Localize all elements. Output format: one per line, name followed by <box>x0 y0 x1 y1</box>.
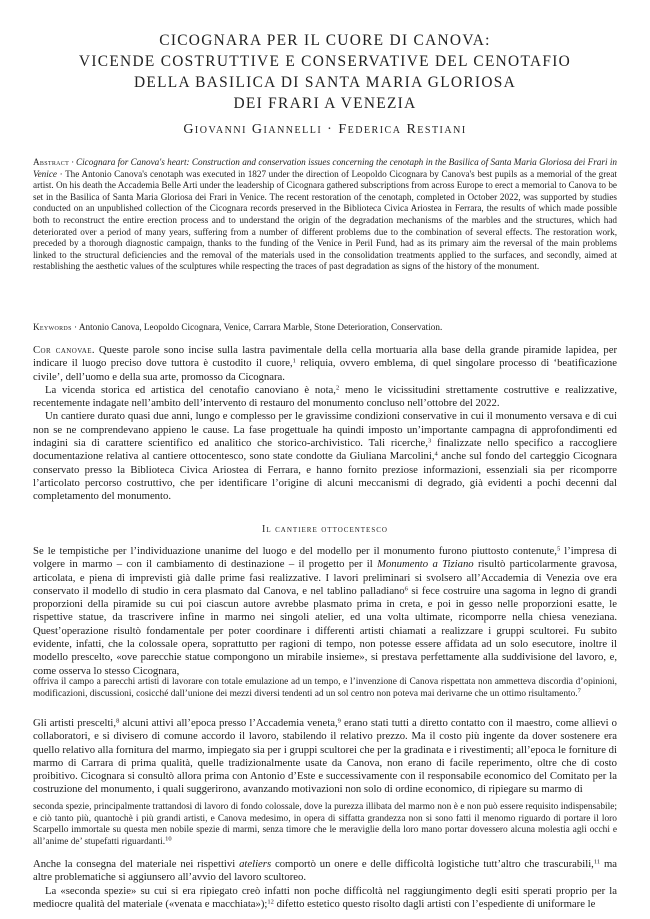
section-body-2 <box>33 717 617 797</box>
paragraph: Cor canovae. Queste parole sono incise sulla lastra pavimentale della cella mortuaria alla base della grande piramide lapidea, per indicare il luogo preciso dove tuttora è custodito il cuore,$^1$ reliquia, ovvero emblema, di quel singolare processo di ‘beatificazione civile’, dell’uomo e della sua arte, promosso da Cicognara. <box>33 344 618 383</box>
keywords-text: · Antonio Canova, Leopoldo Cicognara, Venice, Carrara Marble, Stone Deterioration, Conservation. <box>71 322 443 332</box>
title-line: DEI FRARI A VENEZIA <box>233 95 417 112</box>
footnote-ref[interactable]: 5 <box>556 545 561 553</box>
section-heading: Il cantiere ottocentesco <box>262 524 388 535</box>
footnote-ref[interactable]: 1 <box>292 357 296 365</box>
paragraph: Gli artisti prescelti,$^8$ alcuni attivi all’epoca presso l’Accademia veneta,$^9$ erano stati tutti a diretto contatto con il maestro, come allievi o collaboratori, e si divisero di comune accordo il lavoro, stabilendo il relativo prezzo. Ma il costo più ingente da dover sostenere era quello relativo alla fornitura del marmo, impiegato sia per i gruppi scultorei che per la gradinata e i rivestimenti; all’epoca le forniture di marmo di Carrara di prima qualità, quelle tradizionalmente usate da Canova, non erano di facile reperimento, oltre che di costo proibitivo. Cicognara si consultò allora prima con Antonio d’Este e successivamente con il responsabile economico del Comitato per la costruzione del monumento, i quali suggerirono, avanzando motivazioni non solo di ordine economico, di ripiegare su marmo di <box>33 717 618 796</box>
keywords-label: Keywords <box>33 322 72 332</box>
footnote-ref[interactable]: 7 <box>577 687 581 695</box>
quote-text: seconda spezie, principalmente trattandosi di lavoro di fondo colossale, dove la purezza illibata del marmo non è e non può essere requisito indispensabile; e ciò tanto più, quantochè i più grandi artisti, e Canova medesimo, in opera di siffatta grandezza non si sono fatti il menomo riguardo di portare il loro Scarpello immortale su questa men nobile spezie di marmi, senza timore che le meraviglie della loro mano portar dovessero alcuna molestia agli occhi e all’anime de’ stupefatti riguardanti.$^{10}$ <box>33 802 617 848</box>
block-quote <box>33 802 617 849</box>
footnote-ref[interactable]: 9 <box>337 717 341 725</box>
quote-text: offriva il campo a parecchi artisti di lavorare con totale emulazione ad un tempo, e l’invenzione di Canova rispettata non ammetteva discordia d’opinioni, modificazioni, discussioni, cosicché dall’unione dei mezzi diversi tendenti ad un sol centro non poteva mai derivarne che un ottimo risultamento.$^7$ <box>33 677 617 699</box>
title-line: CICOGNARA PER IL CUORE DI CANOVA: <box>159 32 491 49</box>
paragraph: Un cantiere durato quasi due anni, lungo e complesso per le gravissime condizioni conservative in cui il monumento versava e di cui non se ne comprendevano appieno le cause. La fase progettuale ha quindi imposto un’importante campagna di approfondimenti ed indagini sia di carattere scientifico ed analitico che storico-archivistico. Tali ricerche,$^3$ finalizzate nello specifico a raccogliere documentazione relativa al cantiere ottocentesco, sono state condotte da Giuliana Marcolini,$^4$ anche sul fondo del carteggio Cicognara conservato presso la Biblioteca Civica Ariostea di Ferrara, e hanno fornito preziose informazioni, essenziali sia per ricomporre l’articolato percorso costruttivo, che per identificare l’origine di alcuni meccanismi di degrado, già evidenti a pochi decenni dal completamento del monumento. <box>33 410 617 503</box>
footnote-ref[interactable]: 4 <box>434 450 438 458</box>
keywords <box>33 322 617 334</box>
lead-words: Cor canovae <box>33 344 92 356</box>
article-title <box>40 30 610 114</box>
section-body-1 <box>33 545 617 678</box>
abstract <box>33 157 617 273</box>
footnote-ref[interactable]: 11 <box>593 858 601 866</box>
footnote-ref[interactable]: 8 <box>116 717 120 725</box>
paragraph: Anche la consegna del materiale nei rispettivi ateliers comportò un onere e delle difficoltà logistiche tutt’altro che trascurabili,$^{11}$ ma altre problematiche si aggiunsero all’avvio del lavoro scultoreo. <box>33 858 617 884</box>
italic-word: ateliers <box>239 858 272 870</box>
italic-title: Monumento a Tiziano <box>377 558 474 571</box>
title-line: VICENDE COSTRUTTIVE E CONSERVATIVE DEL CENOTAFIO <box>78 53 572 70</box>
abstract-label: Abstract <box>33 157 70 167</box>
intro-section <box>33 344 617 504</box>
section-body-3 <box>33 858 617 911</box>
paragraph: Se le tempistiche per l’individuazione unanime del luogo e del modello per il monumento furono piuttosto contenute,$^5$ l’impresa di volgere in marmo – con il cambiamento di destinazione – il progetto per il Monumento a Tiziano risultò particolarmente gravosa, articolata, e piena di imprevisti già dalle prime fasi realizzative. I lavori preliminari si svolsero all’Accademia di Venezia ove era conservato il modello di studio in cera plasmato dal Canova, e nel tablino palladiano$^6$ si fece costruire una sagoma in legno di grandi proporzioni della piramide su cui poi ciascun autore avrebbe plasmato prima in creta, e poi in gesso nelle proporzioni esatte, le rispettive statue, da trascrivere infine in marmo nei singoli atelier, ed una volta ultimate, ricomporre nella chiesa veneziana. Quest’operazione risultò fondamentale per poter coordinare i differenti artisti chiamati a realizzare i gruppi scultorei. Fu subito evidente, infatti, che la colossale opera, soprattutto per ragioni di tempo, non potesse essere affidata ad un solo esecutore, inoltre il modello prescelto, «ove parecchie statue compongono un mirabile insieme», si prestava perfettamente alla suddivisione del lavoro, e, come osserva lo stesso Cicognara, <box>33 545 617 677</box>
footnote-ref[interactable]: 2 <box>335 384 340 392</box>
title-line: DELLA BASILICA DI SANTA MARIA GLORIOSA <box>133 74 517 91</box>
block-quote <box>33 677 617 700</box>
paragraph: La «seconda spezie» su cui si era ripiegato creò infatti non poche difficoltà nel raggiungimento degli esiti sperati proprio per la mediocre qualità del materiale («venata e macchiata»);$^{12}$ difetto estetico questo risolto dagli artisti con l’espediente di uniformare le <box>33 884 617 910</box>
paragraph: La vicenda storica ed artistica del cenotafio canoviano è nota,$^2$ meno le vicissitudini strettamente costruttive e realizzative, recentemente indagate nell’ambito dell’intervento di restauro del monumento concluso nell’ottobre del 2022. <box>33 383 617 410</box>
footnote-ref[interactable]: 6 <box>404 585 408 593</box>
abstract-text: · The Antonio Canova's cenotaph was executed in 1827 under the direction of Leopoldo Cicognara by Canova's best pupils as a memorial of the great artist. On his death the Accademia Belle Arti under the leadership of Cicognara gathered subscriptions from across Europe to erect a memorial to Canova to be set in the Basilica of Santa Maria Gloriosa dei Frari in Venice. The recent restoration of the cenotaph, completed in October 2022, was supported by studies conducted on an unpublished collection of the Cicognara records preserved in the Biblioteca Civica Ariostea in Ferrara, the results of which made possible both to reconstruct the entire erection process and to understand the origin of the degradation mechanisms of the marbles and the structures, which had deteriorated over a period of many years, suffering from a number of different problems due to the combination of several effects. The restoration work, preceded by a thorough diagnostic campaign, thanks to the funding of the Venice in Peril Fund, had as its primary aim the reversal of the main problems linked to the structural deficiencies and the removal of the materials used in the consolidation treatments applied to the surfaces, and secondly, aimed at restablishing the aesthetic values of the sculptures while respecting the traces of past degradation as signs of the history of the monument. <box>33 168 617 272</box>
abstract-english-title: · Cicognara for Canova's heart: Construction and conservation issues concerning the cenotaph in the Basilica of Santa Maria Gloriosa dei Frari in Venice <box>33 157 617 179</box>
authors: Giovanni Giannelli · Federica Restiani <box>183 122 467 137</box>
footnote-ref[interactable]: 12 <box>267 898 274 906</box>
footnote-ref[interactable]: 10 <box>165 835 172 843</box>
footnote-ref[interactable]: 3 <box>427 437 432 445</box>
